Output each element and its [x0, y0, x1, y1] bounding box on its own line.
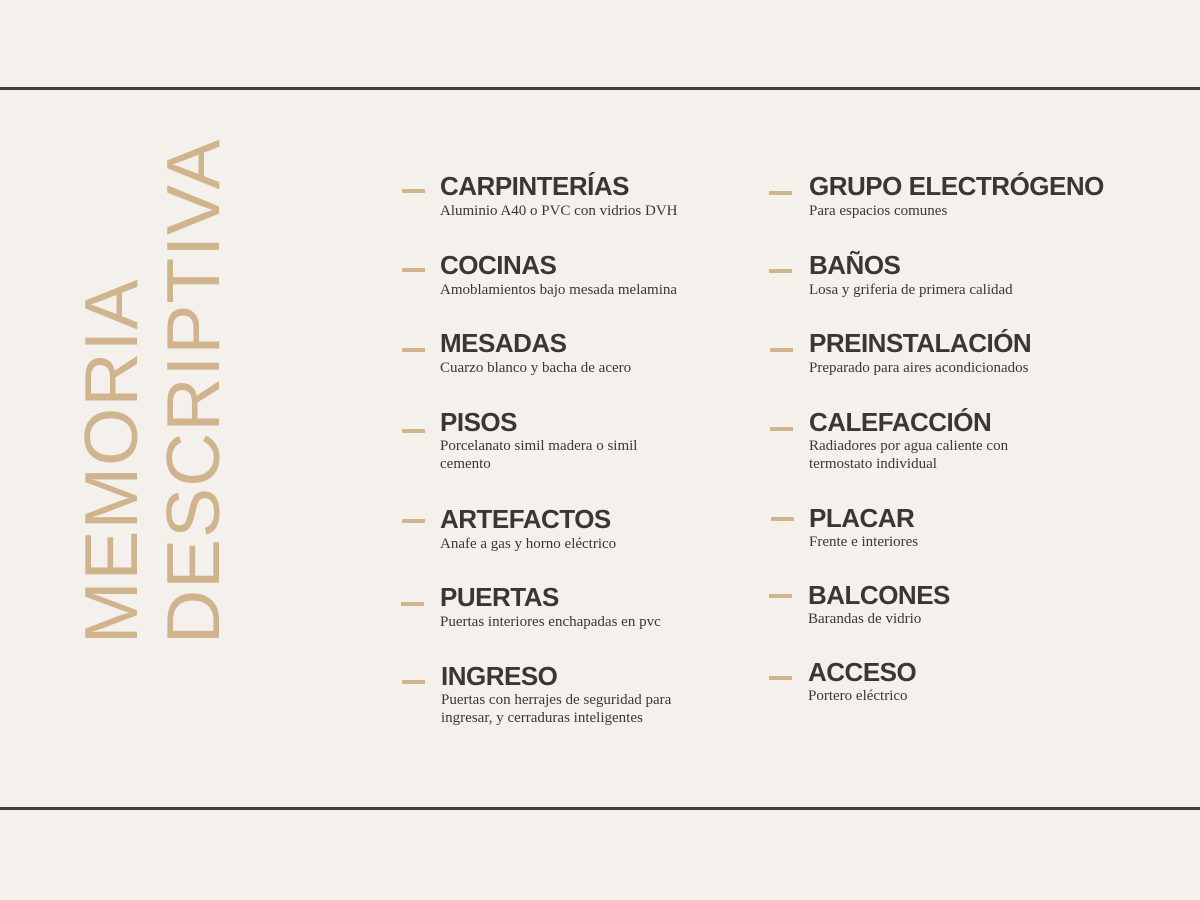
page-title-line1: MEMORIA: [69, 278, 153, 644]
bullet-dash-icon: [402, 348, 425, 352]
bullet-dash-icon: [402, 189, 425, 193]
feature-title: COCINAS: [440, 250, 557, 280]
bullet-dash-icon: [769, 191, 792, 195]
bullet-dash-icon: [770, 427, 793, 431]
feature-title: ARTEFACTOS: [440, 504, 611, 534]
page-title-line2: DESCRIPTIVA: [151, 138, 235, 644]
feature-description: Cuarzo blanco y bacha de acero: [440, 360, 632, 376]
feature-description: Aluminio A40 o PVC con vidrios DVH: [440, 203, 678, 219]
feature-description: Amoblamientos bajo mesada melamina: [440, 282, 678, 298]
bottom-divider: [0, 807, 1200, 810]
feature-description: Portero eléctrico: [808, 688, 908, 704]
bullet-dash-icon: [401, 602, 424, 606]
feature-title: PLACAR: [809, 503, 915, 533]
bullet-dash-icon: [769, 594, 792, 598]
feature-description: Losa y griferia de primera calidad: [809, 282, 1013, 298]
feature-title: PISOS: [440, 407, 517, 437]
feature-description: Barandas de vidrio: [808, 611, 922, 627]
top-divider: [0, 87, 1200, 90]
bullet-dash-icon: [402, 268, 425, 272]
bullet-dash-icon: [402, 429, 425, 433]
page-title: [70, 138, 234, 644]
feature-description: Frente e interiores: [809, 534, 919, 550]
bullet-dash-icon: [402, 680, 425, 684]
feature-description: Radiadores por agua caliente con termostato individual: [809, 438, 1009, 472]
bullet-dash-icon: [771, 517, 794, 521]
feature-title: PREINSTALACIÓN: [809, 328, 1032, 358]
feature-title: ACCESO: [808, 657, 917, 687]
feature-description: Anafe a gas y horno eléctrico: [440, 536, 617, 552]
feature-description: Puertas interiores enchapadas en pvc: [440, 614, 661, 630]
feature-title: MESADAS: [440, 328, 567, 358]
feature-title: BALCONES: [808, 580, 950, 610]
feature-description: Puertas con herrajes de seguridad para ingresar, y cerraduras inteligentes: [441, 692, 672, 726]
bullet-dash-icon: [769, 676, 792, 680]
feature-title: CALEFACCIÓN: [809, 407, 992, 437]
feature-title: GRUPO ELECTRÓGENO: [809, 171, 1104, 201]
feature-description: Porcelanato simil madera o simil cemento: [440, 438, 638, 472]
feature-title: CARPINTERÍAS: [440, 171, 630, 201]
bullet-dash-icon: [402, 519, 425, 523]
feature-title: INGRESO: [441, 661, 558, 691]
bullet-dash-icon: [769, 269, 792, 273]
feature-title: BAÑOS: [809, 250, 901, 280]
feature-description: Para espacios comunes: [809, 203, 948, 219]
feature-title: PUERTAS: [440, 582, 559, 612]
bullet-dash-icon: [770, 348, 793, 352]
feature-description: Preparado para aires acondicionados: [809, 360, 1029, 376]
